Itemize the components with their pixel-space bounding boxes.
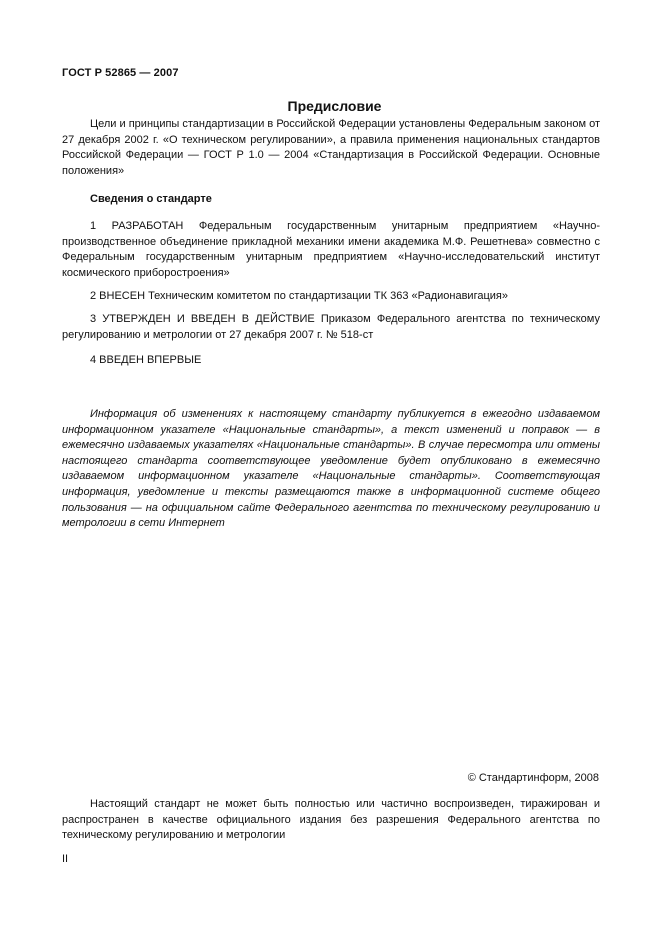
standard-info-item-2: 2 ВНЕСЕН Техническим комитетом по стандартизации ТК 363 «Радионавигация» bbox=[90, 290, 508, 302]
standard-info-item-3: 3 УТВЕРЖДЕН И ВВЕДЕН В ДЕЙСТВИЕ Приказом Федерального агентства по техническому регулированию и метрологии от 27 декабря 2007 г. № 518-ст bbox=[62, 313, 600, 341]
standard-info-item-4: 4 ВВЕДЕН ВПЕРВЫЕ bbox=[90, 354, 202, 366]
page-number: II bbox=[62, 853, 69, 865]
reproduction-note: Настоящий стандарт не может быть полностью или частично воспроизведен, тиражирован и распространен в качестве официального издания без разрешения Федерального агентства по техническому регулированию и метрологии bbox=[62, 798, 600, 842]
standard-code-header: ГОСТ Р 52865 — 2007 bbox=[62, 67, 179, 79]
standard-info-item-1: 1 РАЗРАБОТАН Федеральным государственным унитарным предприятием «Научно-производственное объединение прикладной механики имени академика М.Ф. Решетнева» совместно с Федеральным государственным унитарным предприятием «Научно-исследовательский институт космического приборостроения» bbox=[62, 220, 600, 279]
copyright-notice: © Стандартинформ, 2008 bbox=[467, 772, 599, 784]
page-title: Предисловие bbox=[287, 98, 382, 114]
intro-paragraph: Цели и принципы стандартизации в Российской Федерации установлены Федеральным законом от 27 декабря 2002 г. «О техническом регулировании», а правила применения национальных стандартов Российской Федерации — ГОСТ Р 1.0 — 2004 «Стандартизация в Российской Федерации. Основные положения» bbox=[62, 118, 600, 177]
notice-paragraph: Информация об изменениях к настоящему стандарту публикуется в ежегодно издаваемом информационном указателе «Национальные стандарты», а текст изменений и поправок — в ежемесячно издаваемых указателях «Национальные стандарты». В случае пересмотра или отмены настоящего стандарта соответствующее уведомление будет опубликовано в ежемесячно издаваемом информационном указателе «Национальные стандарты». Соответствующая информация, уведомление и тексты размещаются также в информационной системе общего пользования — на официальном сайте Федерального агентства по техническому регулированию и метрологии в сети Интернет bbox=[62, 408, 600, 530]
standard-info-heading: Сведения о стандарте bbox=[90, 193, 212, 205]
